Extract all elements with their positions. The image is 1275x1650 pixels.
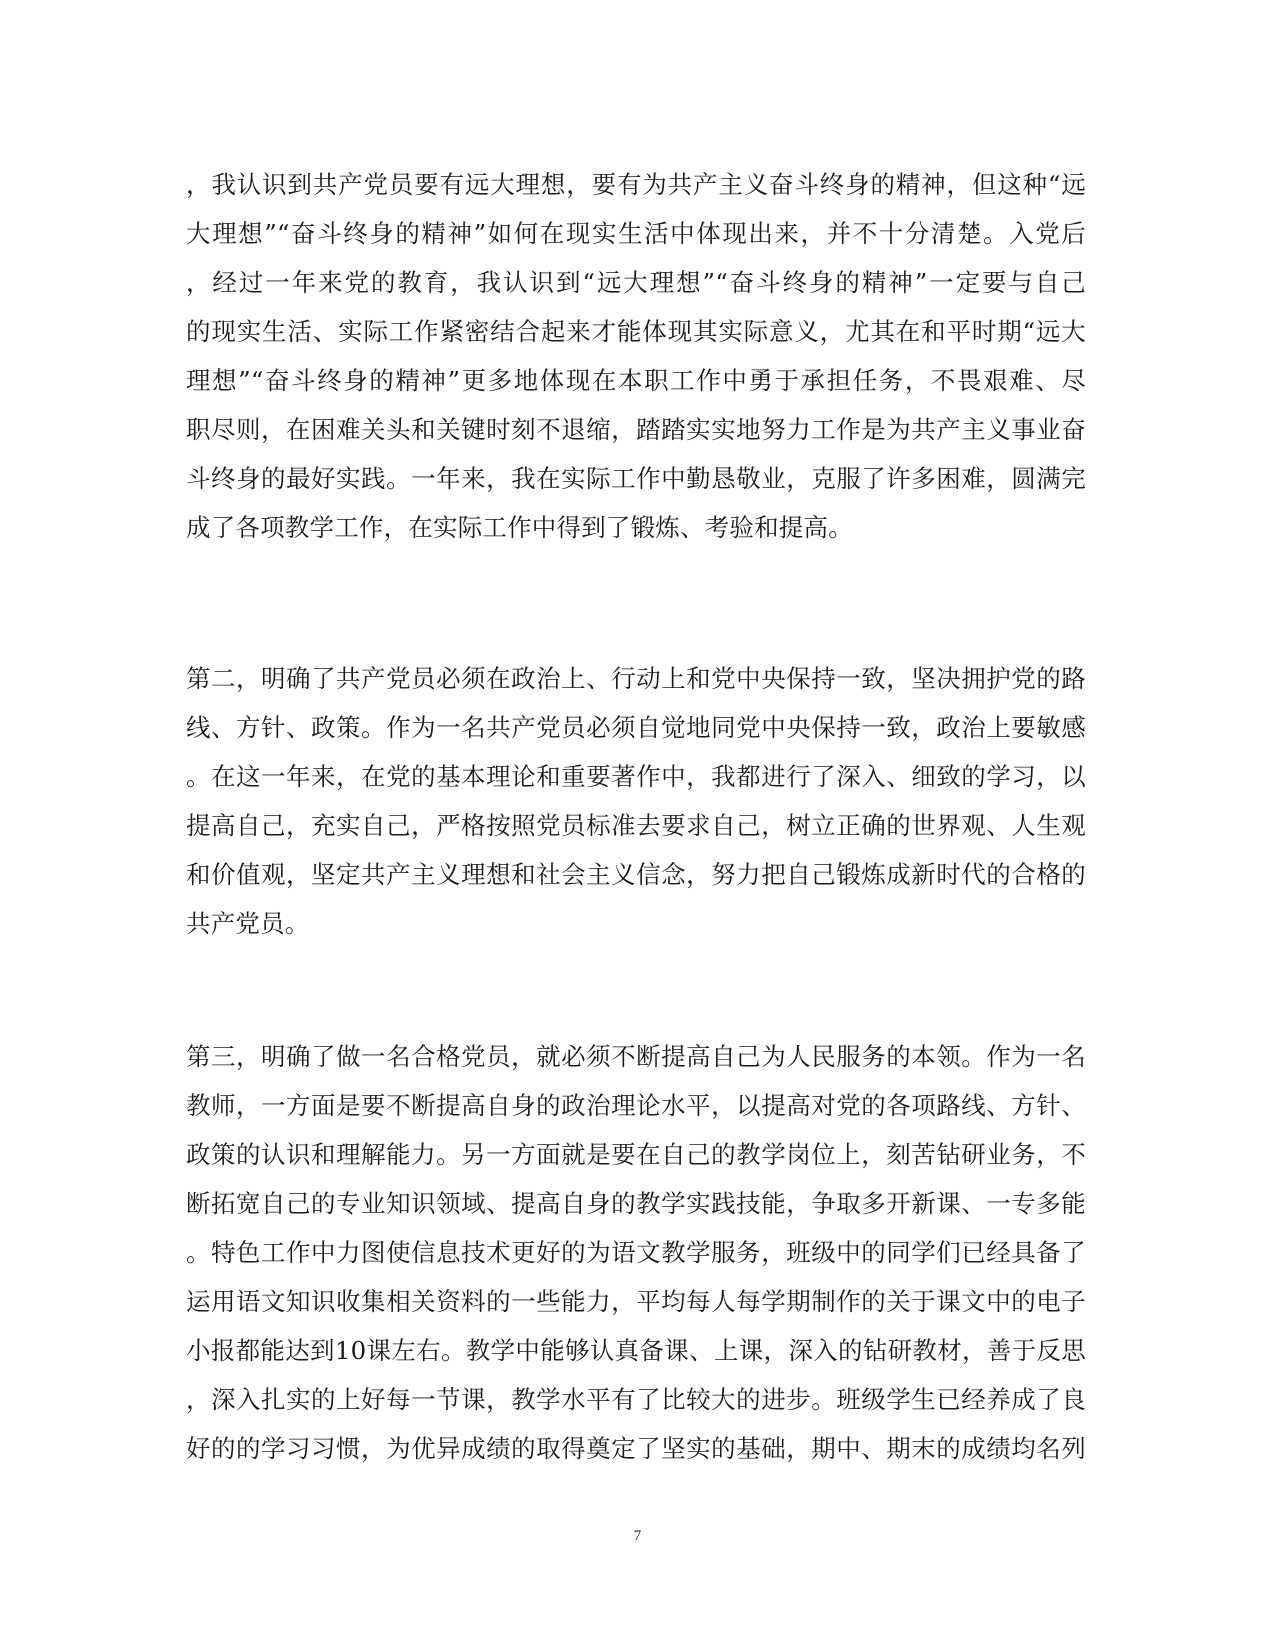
text-line: 提高自己，充实自己，严格按照党员标准去要求自己，树立正确的世界观、人生观: [186, 811, 1086, 840]
text-line: 成了各项教学工作，在实际工作中得到了锻炼、考验和提高。: [186, 513, 853, 542]
text-line: 线、方针、政策。作为一名共产党员必须自觉地同党中央保持一致，政治上要敏感: [186, 713, 1086, 742]
text-line: 教师，一方面是要不断提高自身的政治理论水平，以提高对党的各项路线、方针、: [186, 1091, 1086, 1120]
text-line: 。在这一年来，在党的基本理论和重要著作中，我都进行了深入、细致的学习，以: [186, 762, 1086, 791]
text-line: 大理想”“奋斗终身的精神”如何在现实生活中体现出来，并不十分清楚。入党后: [186, 219, 1086, 248]
text-line: 第二，明确了共产党员必须在政治上、行动上和党中央保持一致，坚决拥护党的路: [186, 664, 1086, 693]
text-line: 和价值观，坚定共产主义理想和社会主义信念，努力把自己锻炼成新时代的合格的: [186, 860, 1086, 889]
text-line: 第三，明确了做一名合格党员，就必须不断提高自己为人民服务的本领。作为一名: [186, 1042, 1086, 1071]
paragraph-3: [186, 1032, 1086, 1473]
text-line: 小报都能达到10课左右。教学中能够认真备课、上课，深入的钻研教材，善于反思: [186, 1336, 1086, 1365]
paragraph-1: [186, 160, 1086, 552]
text-line: 职尽则，在困难关头和关键时刻不退缩，踏踏实实地努力工作是为共产主义事业奋: [186, 415, 1086, 444]
paragraph-2: [186, 654, 1086, 948]
page-number: 7: [633, 1528, 642, 1544]
text-line: 好的的学习习惯，为优异成绩的取得奠定了坚实的基础，期中、期末的成绩均名列: [186, 1434, 1086, 1463]
text-line: 理想”“奋斗终身的精神”更多地体现在本职工作中勇于承担任务，不畏艰难、尽: [186, 366, 1086, 395]
text-line: ，经过一年来党的教育，我认识到“远大理想”“奋斗终身的精神”一定要与自己: [186, 268, 1086, 297]
text-line: 。特色工作中力图使信息技术更好的为语文教学服务，班级中的同学们已经具备了: [186, 1238, 1086, 1267]
text-line: ，深入扎实的上好每一节课，教学水平有了比较大的进步。班级学生已经养成了良: [186, 1385, 1086, 1414]
text-line: 政策的认识和理解能力。另一方面就是要在自己的教学岗位上，刻苦钻研业务，不: [186, 1140, 1086, 1169]
text-line: 斗终身的最好实践。一年来，我在实际工作中勤恳敬业，克服了许多困难，圆满完: [186, 464, 1086, 493]
text-line: 共产党员。: [186, 909, 310, 938]
text-line: 运用语文知识收集相关资料的一些能力，平均每人每学期制作的关于课文中的电子: [186, 1287, 1086, 1316]
text-line: 的现实生活、实际工作紧密结合起来才能体现其实际意义，尤其在和平时期“远大: [186, 317, 1086, 346]
text-line: 断拓宽自己的专业知识领域、提高自身的教学实践技能，争取多开新课、一专多能: [186, 1189, 1086, 1218]
text-line: ，我认识到共产党员要有远大理想，要有为共产主义奋斗终身的精神，但这种“远: [186, 170, 1086, 199]
